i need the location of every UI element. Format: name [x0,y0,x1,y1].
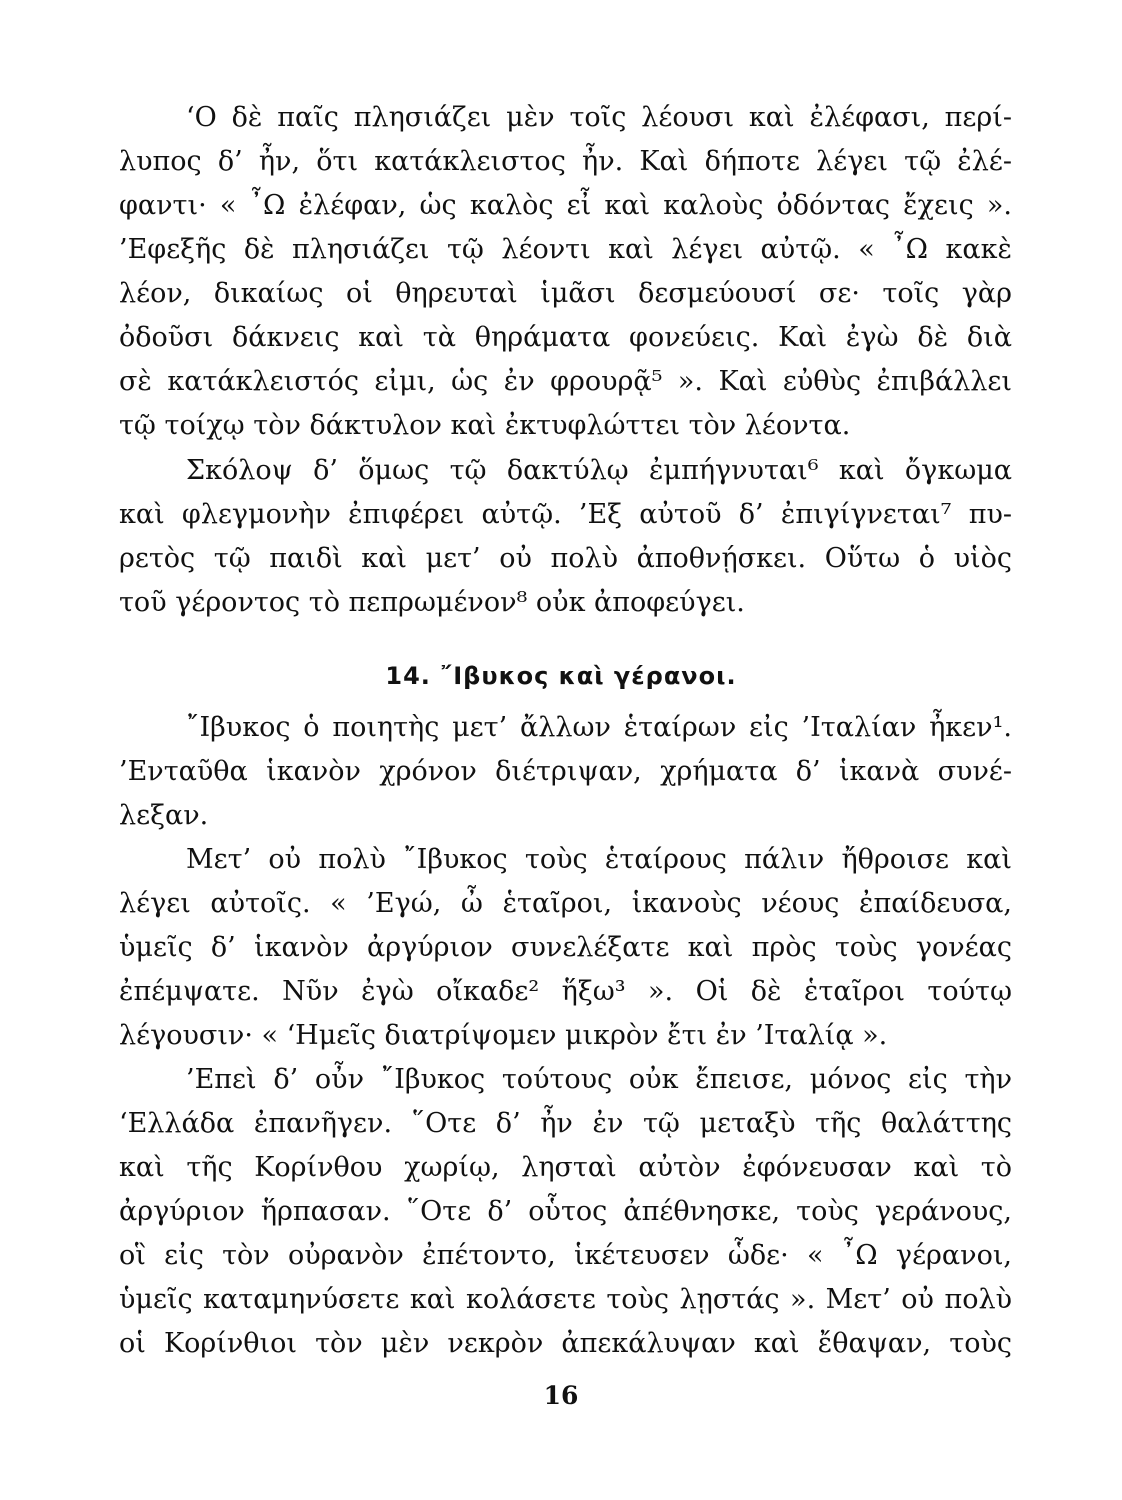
text-line: λέγουσιν· « ‘Ημεῖς διατρίψομεν μικρὸν ἔτι ἐν ’Ιταλίᾳ ». [119,1020,888,1051]
text-line: φαντι· « ῏Ω ἐλέφαν, ὡς καλὸς εἶ καὶ καλοὺς ὀδόντας ἔχεις ». [119,190,1012,221]
text-line: τῷ τοίχῳ τὸν δάκτυλον καὶ ἐκτυφλώττει τὸν λέοντα. [119,410,851,441]
text-line: τοῦ γέροντος τὸ πεπρωμένον⁸ οὐκ ἀποφεύγει. [119,587,745,618]
text-line: σὲ κατάκλειστός εἰμι, ὡς ἐν φρουρᾷ⁵ ». Καὶ εὐθὺς ἐπιβάλλει [119,366,1012,397]
text-line: καὶ φλεγμονὴν ἐπιφέρει αὐτῷ. ’Εξ αὐτοῦ δ’ ἐπιγίγνεται⁷ πυ- [119,499,1012,530]
text-line: ῎Ιβυκος ὁ ποιητὴς μετ’ ἄλλων ἑταίρων εἰς ’Ιταλίαν ἦκεν¹. [186,712,1012,743]
text-line: ἐπέμψατε. Νῦν ἐγὼ οἴκαδε² ἥξω³ ». Οἱ δὲ ἑταῖροι τούτῳ [119,976,1012,1007]
section-heading: 14. ῎Ιβυκος καὶ γέρανοι. [385,662,737,690]
text-line: οἱ Κορίνθιοι τὸν μὲν νεκρὸν ἀπεκάλυψαν καὶ ἔθαψαν, τοὺς [119,1328,1012,1359]
text-line: Μετ’ οὐ πολὺ ῎Ιβυκος τοὺς ἑταίρους πάλιν ἤθροισε καὶ [186,844,1012,875]
text-line: οἳ εἰς τὸν οὐρανὸν ἐπέτοντο, ἱκέτευσεν ὧδε· « ῏Ω γέρανοι, [119,1240,1012,1271]
text-line: λέον, δικαίως οἱ θηρευταὶ ἱμᾶσι δεσμεύουσί σε· τοῖς γὰρ [119,278,1012,309]
text-line: Σκόλοψ δ’ ὅμως τῷ δακτύλῳ ἐμπήγνυται⁶ καὶ ὄγκωμα [186,455,1012,486]
text-line: ὀδοῦσι δάκνεις καὶ τὰ θηράματα φονεύεις. Καὶ ἐγὼ δὲ διὰ [119,322,1012,353]
text-line: ’Ενταῦθα ἱκανὸν χρόνον διέτριψαν, χρήματα δ’ ἱκανὰ συνέ- [119,756,1012,787]
text-line: ‘Ο δὲ παῖς πλησιάζει μὲν τοῖς λέουσι καὶ ἐλέφασι, περί- [186,102,1012,133]
text-line: ὑμεῖς δ’ ἱκανὸν ἀργύριον συνελέξατε καὶ πρὸς τοὺς γονέας [119,932,1012,963]
text-line: ἀργύριον ἥρπασαν. ῞Οτε δ’ οὗτος ἀπέθνησκε, τοὺς γεράνους, [119,1196,1012,1227]
text-line: λέγει αὐτοῖς. « ’Εγώ, ὦ ἑταῖροι, ἱκανοὺς νέους ἐπαίδευσα, [119,888,1012,919]
page-number: 16 [543,1381,579,1410]
text-line: ’Εφεξῆς δὲ πλησιάζει τῷ λέοντι καὶ λέγει αὐτῷ. « ῏Ω κακὲ [119,234,1012,265]
text-line: ὑμεῖς καταμηνύσετε καὶ κολάσετε τοὺς λῃστάς ». Μετ’ οὐ πολὺ [119,1284,1012,1315]
text-line: ρετὸς τῷ παιδὶ καὶ μετ’ οὐ πολὺ ἀποθνῄσκει. Οὕτω ὁ υἱὸς [119,543,1012,574]
text-line: καὶ τῆς Κορίνθου χωρίῳ, λησταὶ αὐτὸν ἐφόνευσαν καὶ τὸ [119,1152,1012,1183]
text-line: ‘Ελλάδα ἐπανῆγεν. ῞Οτε δ’ ἦν ἐν τῷ μεταξὺ τῆς θαλάττης [119,1108,1012,1139]
text-line: λεξαν. [119,800,209,831]
text-line: λυπος δ’ ἦν, ὅτι κατάκλειστος ἦν. Καὶ δήποτε λέγει τῷ ἐλέ- [119,146,1012,177]
text-line: ’Επεὶ δ’ οὖν ῎Ιβυκος τούτους οὐκ ἔπεισε, μόνος εἰς τὴν [186,1064,1012,1095]
